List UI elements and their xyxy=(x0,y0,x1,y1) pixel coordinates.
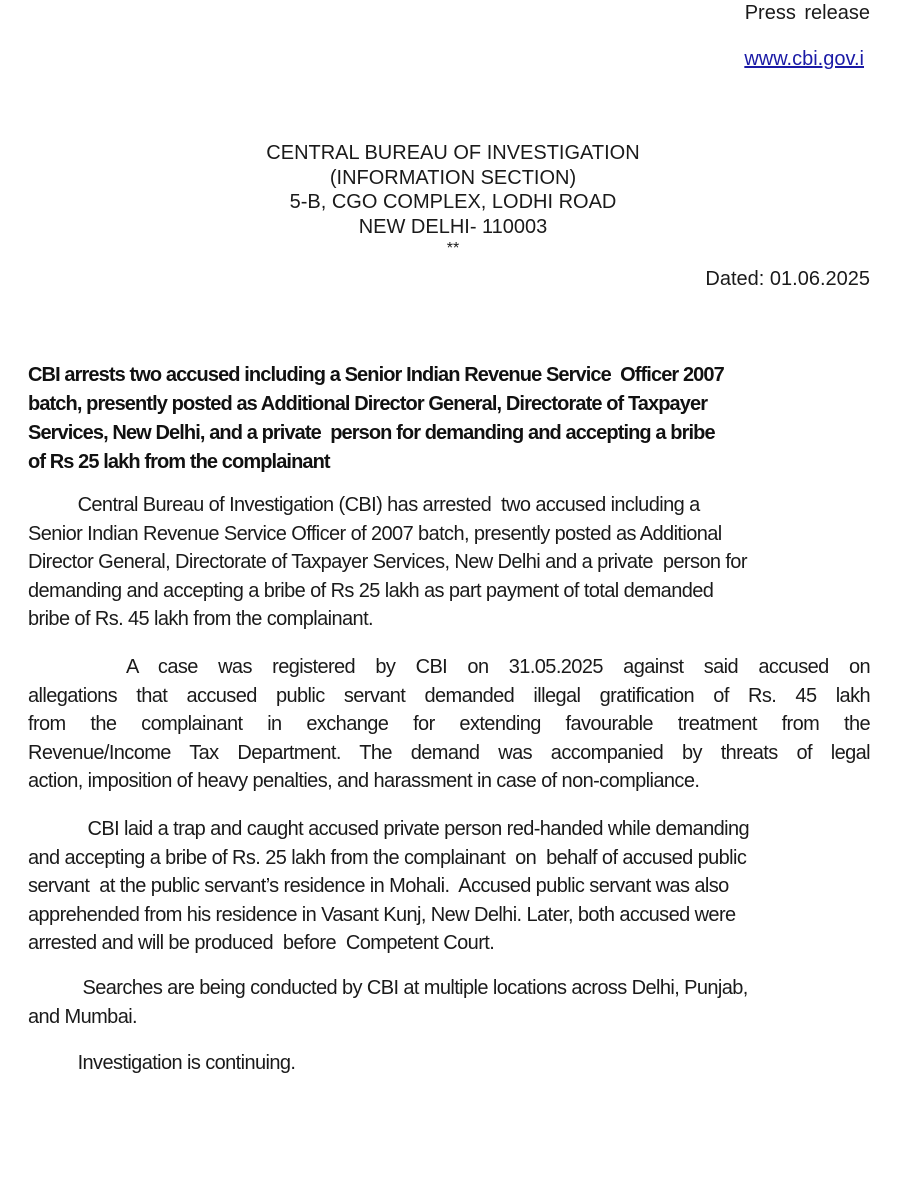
paragraph-line: apprehended from his residence in Vasant Kunj, New Delhi. Later, both accused were xyxy=(28,903,736,926)
paragraph-line: Revenue/Income Tax Department. The demand was accompanied by threats of legal xyxy=(28,741,870,764)
paragraph-line: demanding and accepting a bribe of Rs 25 lakh as part payment of total demanded xyxy=(28,579,714,602)
paragraph-line: Senior Indian Revenue Service Officer of 2007 batch, presently posted as Additional xyxy=(28,522,722,545)
paragraph-line: Investigation is continuing. xyxy=(28,1052,296,1074)
city-postal: NEW DELHI- 110003 xyxy=(358,215,548,238)
paragraph-line: A case was registered by CBI on 31.05.2025 against said accused on xyxy=(126,656,870,678)
paragraph-line: from the complainant in exchange for extending favourable treatment from the xyxy=(28,713,870,735)
paragraph-trap-operation xyxy=(28,815,870,958)
paragraph-line: Searches are being conducted by CBI at multiple locations across Delhi, Punjab, xyxy=(28,977,748,999)
paragraph-line: allegations that accused public servant demanded illegal gratification of Rs. 45 lakh xyxy=(28,684,870,707)
paragraph-arrest-summary xyxy=(28,491,870,634)
release-date: Dated: 01.06.2025 xyxy=(705,268,870,290)
website-link[interactable]: www.cbi.gov.i xyxy=(744,48,864,70)
paragraph-line: action, imposition of heavy penalties, and harassment in case of non-compliance. xyxy=(28,770,700,792)
paragraph-line: Director General, Directorate of Taxpayer Services, New Delhi and a private person for xyxy=(28,551,747,573)
street-address: 5-B, CGO COMPLEX, LODHI ROAD xyxy=(289,191,617,213)
paragraph-investigation-status xyxy=(28,1049,870,1078)
paragraph-line: Central Bureau of Investigation (CBI) has arrested two accused including a xyxy=(28,494,700,516)
paragraph-line: CBI laid a trap and caught accused private person red-handed while demanding xyxy=(28,818,749,840)
paragraph-line: and accepting a bribe of Rs. 25 lakh from the complainant on behalf of accused public xyxy=(28,846,747,869)
organization-name: CENTRAL BUREAU OF INVESTIGATION xyxy=(266,142,640,164)
paragraph-line: servant at the public servant’s residence in Mohali. Accused public servant was also xyxy=(28,875,729,897)
headline-line: Services, New Delhi, and a private person for demanding and accepting a bribe xyxy=(28,422,715,444)
headline xyxy=(28,361,878,477)
headline-line: of Rs 25 lakh from the complainant xyxy=(28,451,330,473)
section-name: (INFORMATION SECTION) xyxy=(329,166,577,189)
headline-line: batch, presently posted as Additional Director General, Directorate of Taxpayer xyxy=(28,393,708,415)
press-release-label: Press release xyxy=(744,2,870,24)
paragraph-line: bribe of Rs. 45 lakh from the complainant. xyxy=(28,608,373,630)
separator-stars: ** xyxy=(446,240,460,257)
paragraph-line: and Mumbai. xyxy=(28,1005,138,1028)
paragraph-case-registration xyxy=(28,653,870,796)
headline-line: CBI arrests two accused including a Senior Indian Revenue Service Officer 2007 xyxy=(28,364,724,386)
address-block xyxy=(0,141,906,259)
paragraph-line: arrested and will be produced before Competent Court. xyxy=(28,932,495,954)
paragraph-searches xyxy=(28,974,870,1031)
